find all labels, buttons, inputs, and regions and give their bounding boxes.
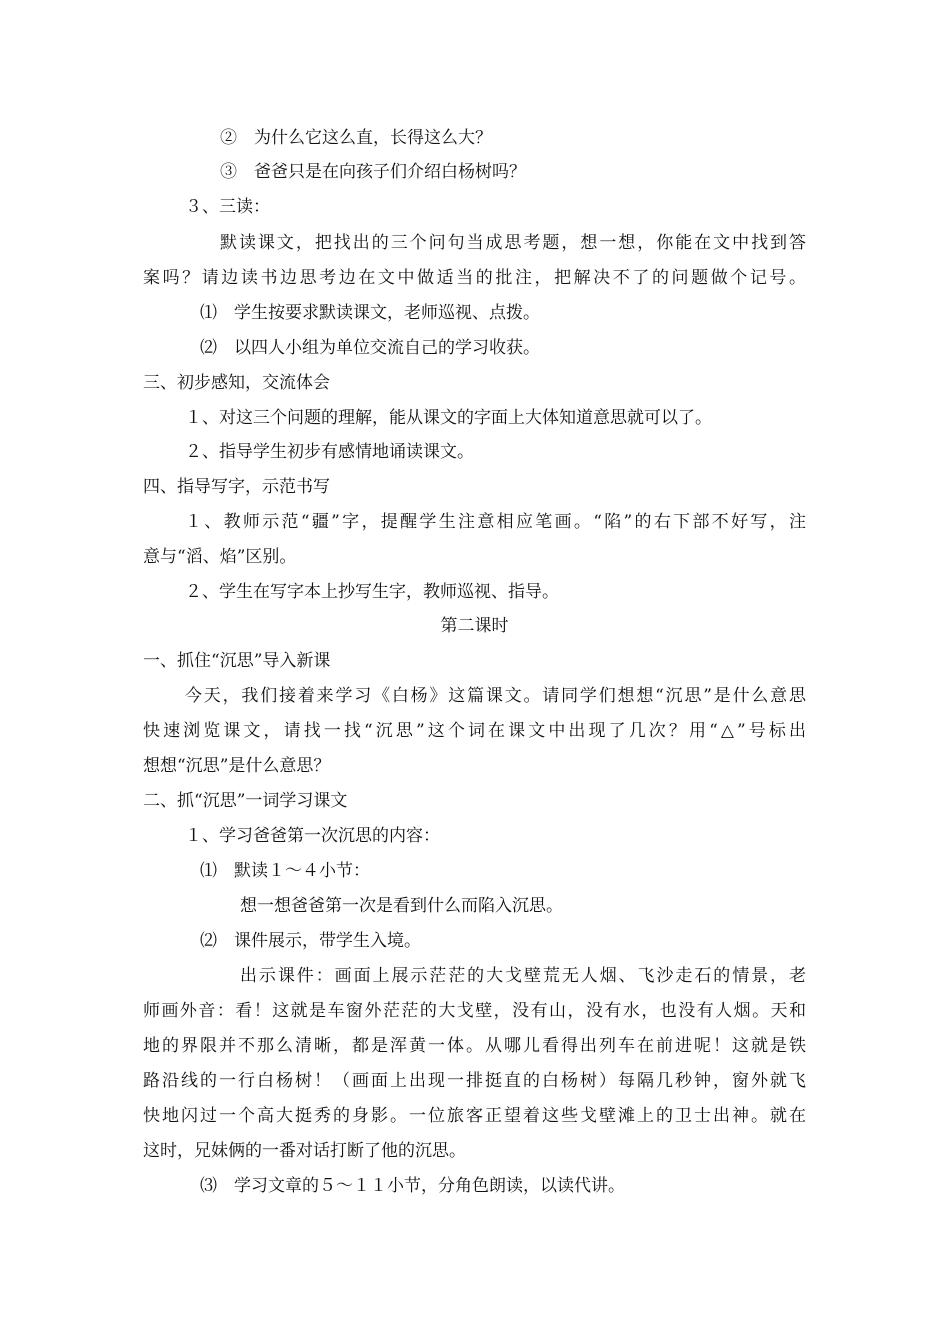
list-item: ⑴ 默读１～４小节：	[200, 861, 370, 881]
question-3: ③ 爸爸只是在向孩子们介绍白杨树吗？	[220, 162, 526, 182]
paragraph-line: 想一想爸爸第一次是看到什么而陷入沉思。	[240, 896, 563, 916]
paragraph-line: 路沿线的一行白杨树！（画面上出现一排挺直的白杨树）每隔几秒钟，窗外就飞	[143, 1071, 806, 1091]
list-item: ⑵ 课件展示，带学生入境。	[200, 931, 421, 951]
list-item: ⑶ 学习文章的５～１１小节，分角色朗读，以读代讲。	[200, 1176, 625, 1196]
paragraph-line: 想想“沉思”是什么意思？	[143, 756, 331, 776]
paragraph-line: 这时，兄妹俩的一番对话打断了他的沉思。	[143, 1141, 466, 1161]
paragraph-line: 师画外音：看！这就是车窗外茫茫的大戈壁，没有山，没有水，也没有人烟。天和	[143, 1001, 806, 1021]
list-item: ２、指导学生初步有感情地诵读课文。	[185, 442, 474, 462]
list-item: １、对这三个问题的理解，能从课文的字面上大体知道意思就可以了。	[185, 408, 712, 428]
lesson-title: 第二课时	[440, 616, 509, 636]
paragraph-line: 出示课件：画面上展示茫茫的大戈壁荒无人烟、飞沙走石的情景，老	[240, 966, 806, 986]
section-heading: 三、初步感知，交流体会	[143, 373, 330, 393]
list-item: ２、学生在写字本上抄写生字，教师巡视、指导。	[185, 582, 559, 602]
paragraph-line: １、教师示范“疆”字，提醒学生注意相应笔画。“陷”的右下部不好写，注	[185, 512, 806, 532]
paragraph-line: 今天，我们接着来学习《白杨》这篇课文。请同学们想想“沉思”是什么意思	[185, 686, 806, 706]
paragraph-line: 意与“滔、焰”区别。	[143, 547, 297, 567]
list-item: ⑵ 以四人小组为单位交流自己的学习收获。	[200, 338, 540, 358]
paragraph-line: 快地闪过一个高大挺秀的身影。一位旅客正望着这些戈壁滩上的卫士出神。就在	[143, 1106, 806, 1126]
section-heading: 四、指导写字，示范书写	[143, 477, 330, 497]
section-heading: 二、抓“沉思”一词学习课文	[143, 791, 348, 811]
list-item: ⑴ 学生按要求默读课文，老师巡视、点拨。	[200, 303, 540, 323]
section-heading: 一、抓住“沉思”导入新课	[143, 651, 331, 671]
paragraph-line: 地的界限并不那么清晰，都是浑黄一体。从哪儿看得出列车在前进呢！这就是铁	[143, 1036, 806, 1056]
step-3-heading: ３、三读：	[185, 197, 270, 217]
list-item: １、学习爸爸第一次沉思的内容：	[185, 826, 440, 846]
paragraph-line: 案吗？请边读书边思考边在文中做适当的批注，把解决不了的问题做个记号。	[143, 268, 806, 288]
paragraph-line: 默读课文，把找出的三个问句当成思考题，想一想，你能在文中找到答	[220, 233, 806, 253]
paragraph-line: 快速浏览课文，请找一找“沉思”这个词在课文中出现了几次？用“△”号标出	[143, 721, 806, 741]
question-2: ② 为什么它这么直，长得这么大？	[220, 128, 492, 148]
